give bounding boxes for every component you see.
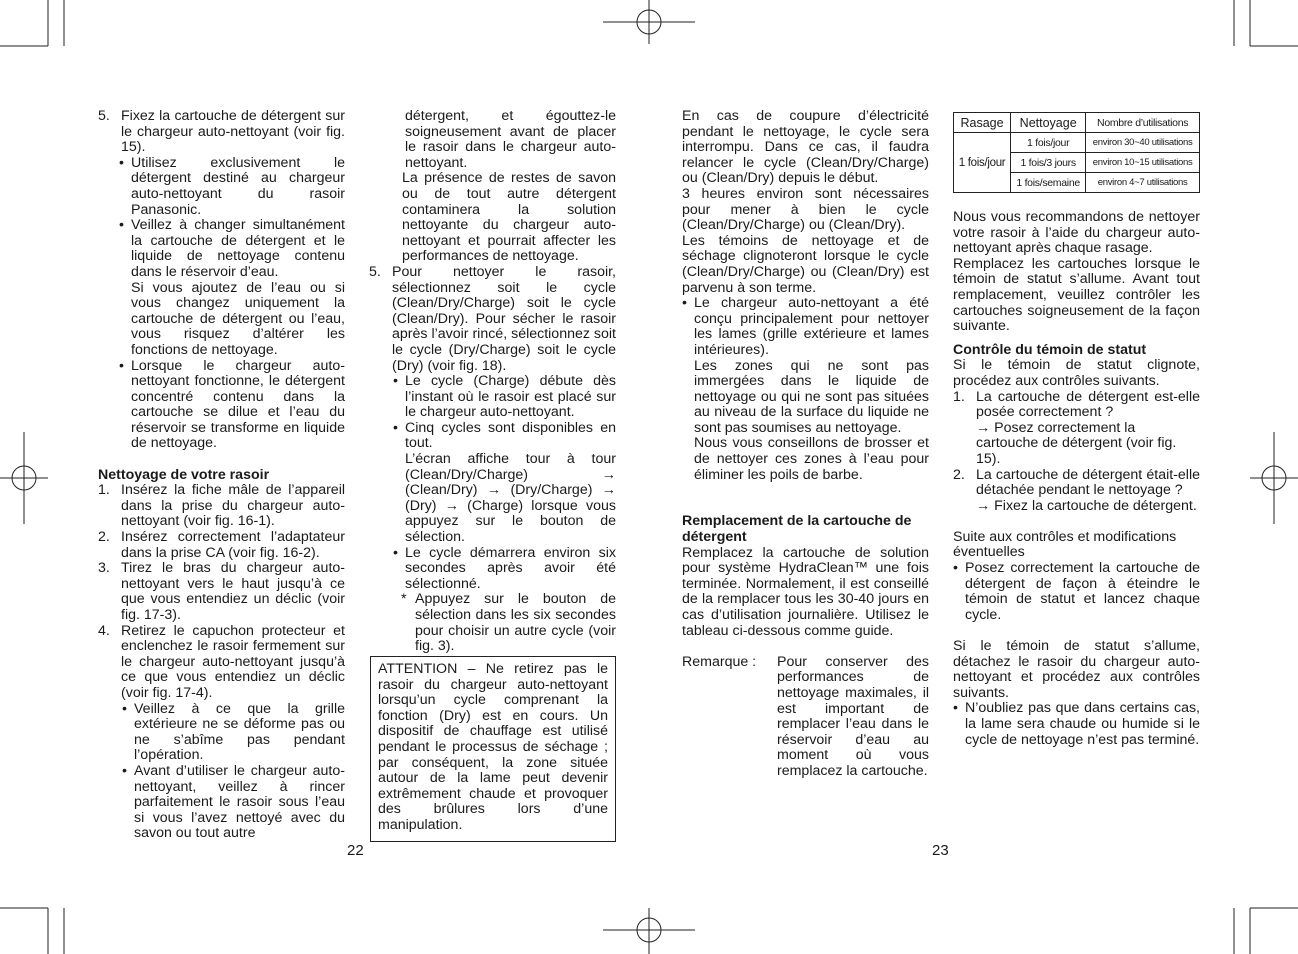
fix-instruction: → Fixez la cartouche de détergent. bbox=[976, 497, 1197, 514]
table-header: Nombre d’utilisations bbox=[1086, 113, 1200, 133]
list-item: 2. La cartouche de détergent était-elle détachée pendant le nettoyage ? bbox=[953, 466, 1200, 499]
page-number: 22 bbox=[347, 842, 364, 859]
page22-column1 bbox=[98, 109, 345, 842]
list-item: 3. Tirez le bras du chargeur auto-nettoyant vers le haut jusqu’à ce que vous entendiez un déclic (voir fig. 17-3). bbox=[98, 560, 345, 623]
section-heading: Nettoyage de votre rasoir bbox=[98, 466, 270, 483]
paragraph: Si le témoin de statut clignote, procédez aux contrôles suivants. bbox=[953, 357, 1200, 389]
bullet-item: • Avant d’utiliser le chargeur auto-nettoyant, veillez à rincer parfaitement le rasoir sous l’eau si vous l’avez nettoyé avec du savon ou tout autre bbox=[122, 762, 345, 842]
note-item: * Appuyez sur le bouton de sélection dans les six secondes pour choisir un autre cycle (voir fig. 3). bbox=[401, 591, 616, 655]
list-item: 1. Insérez la fiche mâle de l’appareil dans la prise du chargeur auto-nettoyant (voir fig. 16-1). bbox=[98, 482, 345, 530]
table-header: Rasage bbox=[954, 113, 1011, 133]
list-item: 1. La cartouche de détergent est-elle posée correctement ? bbox=[953, 388, 1200, 421]
bullet-item: • Le cycle (Charge) débute dès l’instant où le rasoir est placé sur le chargeur auto-nettoyant. bbox=[393, 373, 616, 421]
paragraph: Les témoins de nettoyage et de séchage clignoteront lorsque le cycle (Clean/Dry/Charge) ou (Clean/Dry) est parvenu à son terme. bbox=[682, 232, 929, 296]
bullet-item: • Posez correctement la cartouche de détergent de façon à éteindre le témoin de statut et lancez chaque cycle. bbox=[953, 560, 1200, 623]
table-cell: environ 30~40 utilisations bbox=[1086, 133, 1200, 153]
bullet-item: • Le cycle démarrera environ six secondes après avoir été sélectionné. bbox=[393, 544, 616, 592]
paragraph: Remplacez les cartouches lorsque le témoin de statut s’allume. Avant tout remplacement, veuillez contrôler les cartouches soigneusement de la façon suivante. bbox=[953, 255, 1200, 335]
continued-paragraph: La présence de restes de savon ou de tout autre détergent contaminera la solution nettoyante du chargeur auto-nettoyant et pourrait affecter les performances de nettoyage. bbox=[402, 170, 616, 265]
list-item: 2. Insérez correctement l’adaptateur dans la prise CA (voir fig. 16-2). bbox=[98, 529, 345, 561]
bullet-item: • Veillez à ce que la grille extérieure ne se déforme pas ou ne s’abîme pas pendant l’opération. bbox=[122, 700, 345, 764]
paragraph: Nous vous recommandons de nettoyer votre rasoir à l’aide du chargeur auto-nettoyant après chaque rasage. bbox=[953, 209, 1200, 257]
bullet-item: • Cinq cycles sont disponibles en tout. bbox=[393, 419, 616, 452]
table-cell: 1 fois/3 jours bbox=[1011, 153, 1086, 173]
bullet-extra: Les zones qui ne sont pas immergées dans le liquide de nettoyage ou qui ne sont pas situées au niveau de la surface du liquide ne sont pas soumises au nettoyage. bbox=[694, 357, 929, 436]
bullet-item: • Veillez à changer simultanément la cartouche de détergent et le liquide de nettoyage contenu dans le réservoir d’eau. bbox=[119, 217, 345, 280]
table-cell: 1 fois/jour bbox=[954, 133, 1011, 193]
table-cell: environ 10~15 utilisations bbox=[1086, 153, 1200, 173]
attention-box: ATTENTION – Ne retirez pas le rasoir du chargeur auto-nettoyant lorsqu’un cycle comprenant la fonction (Dry) est en cours. Un dispositif de chauffage est utilisé pendant le processus de séchage ; par conséquent, la zone située autour de la lame peut devenir extrêmement chaude et provoquer des brûlures lors d’une manipulation. bbox=[370, 656, 616, 842]
paragraph: 3 heures environ sont nécessaires pour mener à bien le cycle (Clean/Dry/Charge) ou (Clean/Dry). bbox=[682, 185, 929, 234]
page23-column2 bbox=[953, 210, 1200, 748]
remark: Remarque : Pour conserver des performances de nettoyage maximales, il est important de remplacer l’eau dans le réservoir d’eau au moment où vous remplacez la cartouche. bbox=[682, 653, 929, 779]
bullet-item: • Le chargeur auto-nettoyant a été conçu principalement pour nettoyer les lames (grille extérieure et lames intérieures). bbox=[682, 295, 929, 358]
section-heading: Contrôle du témoin de statut bbox=[953, 341, 1147, 358]
list-item: 5. Fixez la cartouche de détergent sur le chargeur auto-nettoyant (voir fig. 15). bbox=[98, 108, 345, 156]
paragraph: Si le témoin de statut s’allume, détachez le rasoir du chargeur auto-nettoyant et procédez aux contrôles suivants. bbox=[953, 638, 1200, 701]
paragraph: Suite aux contrôles et modifications éventuelles bbox=[953, 528, 1177, 561]
section-heading: Remplacement de la cartouche de détergent bbox=[682, 513, 912, 546]
table-header: Nettoyage bbox=[1011, 113, 1086, 133]
list-item: 5. Pour nettoyer le rasoir, sélectionnez soit le cycle (Clean/Dry/Charge) soit le cycle (Clean/Dry). Pour sécher le rasoir après l’avoir rincé, sélectionnez soit le cycle (Dry/Charge) soit le cycle (Dry) (voir fig. 18). bbox=[369, 263, 616, 374]
table-cell: 1 fois/semaine bbox=[1011, 173, 1086, 193]
bullet-item: • Utilisez exclusivement le détergent destiné au chargeur auto-nettoyant du rasoir Panasonic. bbox=[119, 154, 345, 218]
bullet-extra: Si vous ajoutez de l’eau ou si vous changez uniquement la cartouche de détergent ou l’eau, vous risquez d’altérer les fonctions de nettoyage. bbox=[131, 279, 345, 358]
page23-column1 bbox=[682, 109, 929, 780]
table-cell: environ 4~7 utilisations bbox=[1086, 173, 1200, 193]
bullet-extra: L’écran affiche tour à tour (Clean/Dry/Charge) → (Clean/Dry) → (Dry/Charge) → (Dry) → (Charge) lorsque vous appuyez sur le bouton de sélection. bbox=[405, 451, 616, 546]
fix-instruction: → Posez correctement la cartouche de détergent (voir fig. 15). bbox=[976, 419, 1177, 467]
bullet-item: • N’oubliez pas que dans certains cas, la lame sera chaude ou humide si le cycle de nettoyage n’est pas terminé. bbox=[953, 700, 1200, 748]
list-item: 4. Retirez le capuchon protecteur et enclenchez le rasoir fermement sur le chargeur auto-nettoyant jusqu’à ce que vous entendiez un déclic (voir fig. 17-4). bbox=[98, 622, 345, 701]
usage-table bbox=[953, 112, 1200, 193]
paragraph: En cas de coupure d’électricité pendant le nettoyage, le cycle sera interrompu. Dans ce cas, il faudra relancer le cycle (Clean/Dry/Charge) ou (Clean/Dry) depuis le début. bbox=[682, 108, 929, 187]
paragraph: Remplacez la cartouche de solution pour système HydraClean™ une fois terminée. Normalement, il est conseillé de la remplacer tous les 30-40 jours en cas d’utilisation journalière. Utilisez le tableau ci-dessous comme guide. bbox=[682, 544, 929, 639]
page-number: 23 bbox=[932, 842, 949, 859]
continued-text: détergent, et égouttez-le soigneusement avant de placer le rasoir dans le chargeur auto-nettoyant. bbox=[405, 108, 616, 171]
bullet-item: • Lorsque le chargeur auto-nettoyant fonctionne, le détergent concentré contenu dans la cartouche se dilue et l’eau du réservoir se transforme en liquide de nettoyage. bbox=[119, 357, 345, 452]
page22-column2 bbox=[369, 109, 616, 655]
table-cell: 1 fois/jour bbox=[1011, 133, 1086, 153]
bullet-extra: Nous vous conseillons de brosser et de nettoyer ces zones à l’eau pour éliminer les poils de barbe. bbox=[694, 435, 929, 483]
